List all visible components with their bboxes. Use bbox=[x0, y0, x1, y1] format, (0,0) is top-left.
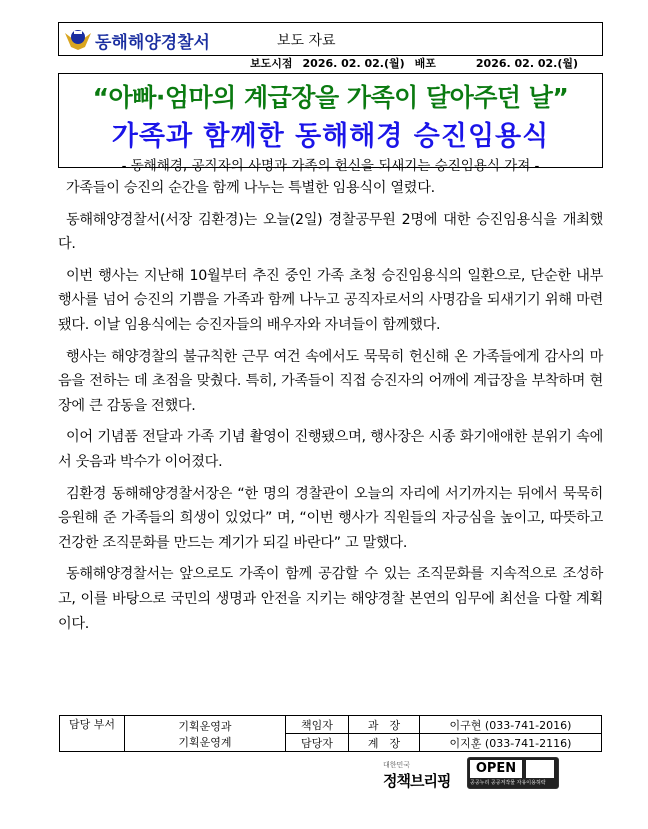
dept-cell bbox=[125, 716, 286, 752]
coast-guard-emblem-icon bbox=[65, 27, 91, 51]
title-box bbox=[58, 73, 603, 174]
release-dates bbox=[250, 55, 588, 71]
main-title: 가족과 함께한 동해해경 승진임용식 bbox=[111, 121, 550, 152]
header-box bbox=[58, 22, 603, 56]
responsible-label: 책임자 bbox=[286, 716, 349, 734]
paragraph: 김환경 동해해양경찰서장은 “한 명의 경찰관이 오늘의 자리에 서기까지는 뒤에서 묵묵히 응원해 준 가족들의 희생이 있었다” 며, “이번 행사가 직원들의 자긍심을 높이고, 따뜻하고 건강한 조직문화를 만드는 계기가 되길 바란다” 고 말했다. bbox=[58, 485, 603, 551]
staff-label: 담당자 bbox=[286, 734, 349, 752]
distribution-date: 2026. 02. 02.(월) bbox=[475, 57, 578, 70]
release-label: 보도시점 bbox=[250, 57, 293, 70]
briefing-small-text: 대한민국 bbox=[383, 761, 411, 769]
dept-label: 담당 부서 bbox=[60, 716, 125, 752]
briefing-text: 정책브리핑 bbox=[383, 772, 451, 790]
headline: “아빠·엄마의 계급장을 가족이 달아주던 날” bbox=[92, 83, 569, 112]
policy-briefing-logo bbox=[383, 760, 461, 791]
document-kind: 보도 자료 bbox=[277, 33, 336, 49]
release-date: 2026. 02. 02.(월) bbox=[302, 57, 405, 70]
org-name: 동해해양경찰서 bbox=[95, 33, 210, 53]
attribution-icon bbox=[526, 760, 554, 778]
paragraph: 동해해양경찰서는 앞으로도 가족이 함께 공감할 수 있는 조직문화를 지속적으로 조성하고, 이를 바탕으로 국민의 생명과 안전을 지키는 해양경찰 본연의 임무에 최선을 다할 계획이다. bbox=[58, 566, 603, 632]
paragraph: 가족들이 승진의 순간을 함께 나누는 특별한 임용식이 열렸다. bbox=[66, 180, 435, 196]
dept-1: 기획운영과 bbox=[178, 719, 232, 733]
open-subtext: 공공누리 공공저작물 자유이용허락 bbox=[470, 780, 546, 786]
open-text: OPEN bbox=[470, 760, 522, 778]
distribution-label: 배포 bbox=[414, 57, 436, 70]
paragraph: 동해해양경찰서(서장 김환경)는 오늘(2일) 경찰공무원 2명에 대한 승진임용식을 개최했다. bbox=[58, 211, 603, 253]
staff-title: 계 장 bbox=[349, 734, 420, 752]
responsible-title: 과 장 bbox=[349, 716, 420, 734]
contact-table bbox=[59, 715, 602, 752]
paragraph: 이번 행사는 지난해 10월부터 추진 중인 가족 초청 승진임용식의 일환으로, 단순한 내부 행사를 넘어 승진의 기쁨을 가족과 함께 나누고 공직자로서의 사명감을 되새기기 위해 마련됐다. 이날 임용식에는 승진자들의 배우자와 자녀들이 함께했다. bbox=[58, 267, 603, 333]
paragraph: 이어 기념품 전달과 가족 기념 촬영이 진행됐으며, 행사장은 시종 화기애애한 분위기 속에서 웃음과 박수가 이어졌다. bbox=[58, 429, 603, 470]
responsible-name: 이구현 (033-741-2016) bbox=[420, 716, 602, 734]
staff-name: 이지훈 (033-741-2116) bbox=[420, 734, 602, 752]
dept-2: 기획운영계 bbox=[178, 735, 232, 749]
kogl-open-license-badge bbox=[467, 757, 559, 789]
subtitle: - 동해해경, 공직자의 사명과 가족의 헌신을 되새기는 승진임용식 가져 - bbox=[121, 158, 540, 174]
paragraph: 행사는 해양경찰의 불규칙한 근무 여건 속에서도 묵묵히 헌신해 온 가족들에게 감사의 마음을 전하는 데 초점을 맞췄다. 특히, 가족들이 직접 승진자의 어깨에 계급장을 부착하며 현장에 큰 감동을 전했다. bbox=[58, 348, 603, 414]
article-body bbox=[58, 176, 603, 643]
